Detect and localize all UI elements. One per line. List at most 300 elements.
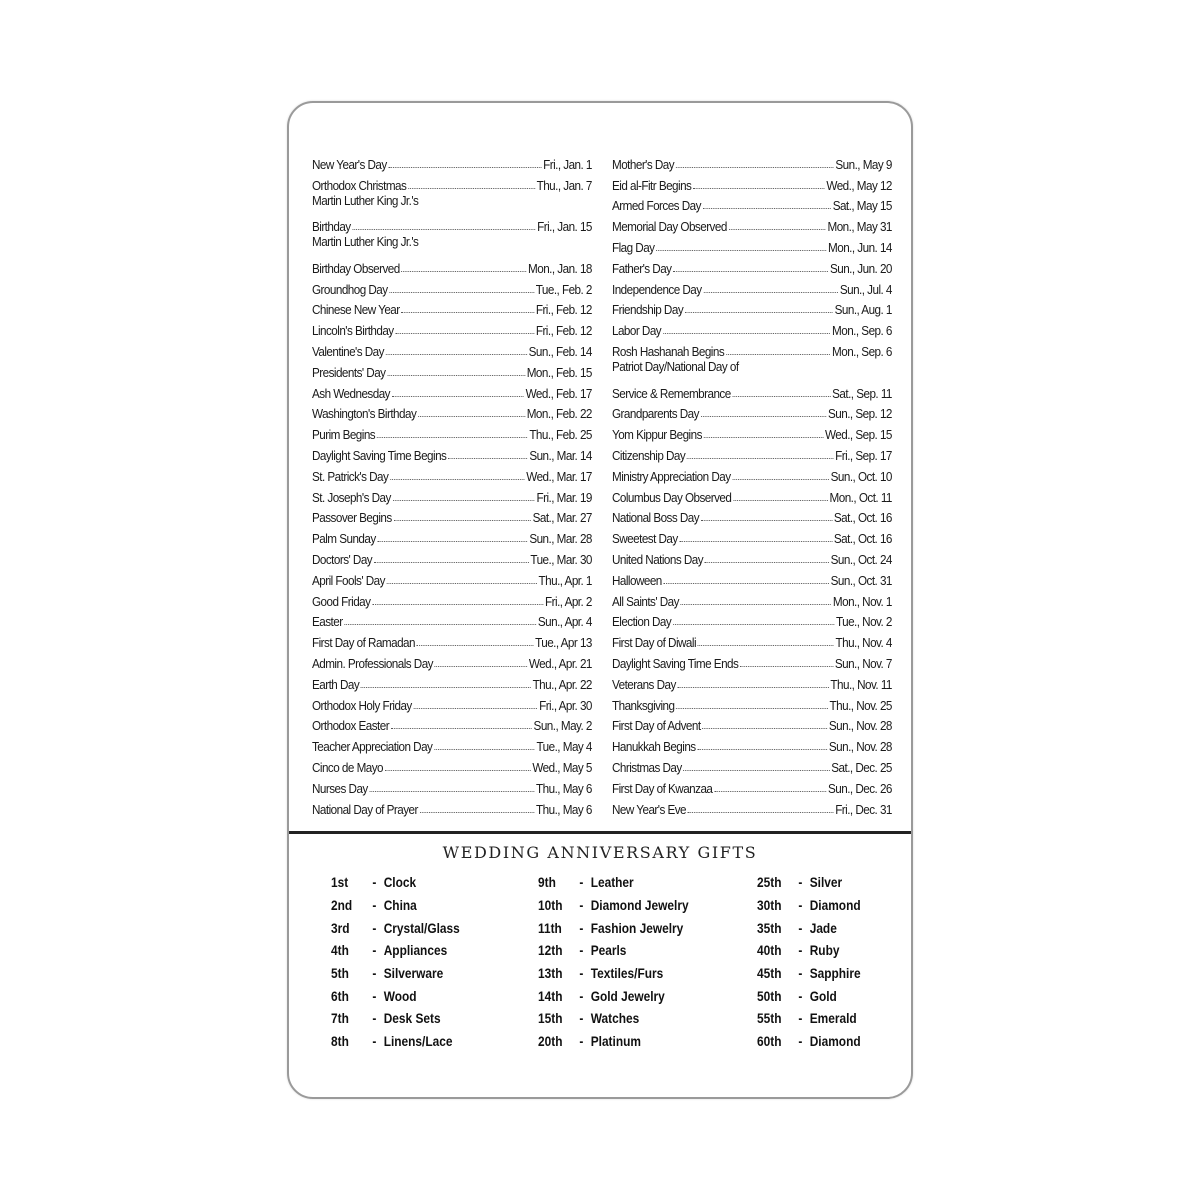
holiday-date: Sun., Nov. 28 — [828, 739, 892, 755]
anniversary-gift: Silverware — [383, 965, 444, 982]
holiday-date: Sun., Sep. 12 — [828, 406, 892, 422]
dot-leader — [729, 229, 826, 230]
holiday-name: St. Joseph's Day — [312, 489, 391, 505]
anniversary-year: 10th — [538, 897, 563, 914]
gift-dash: - — [798, 897, 803, 914]
anniversary-year: 55th — [757, 1010, 782, 1027]
holiday-row — [612, 484, 892, 505]
anniversary-year: 40th — [757, 942, 782, 959]
holiday-row — [612, 525, 892, 546]
dot-leader — [732, 479, 829, 480]
gift-dash: - — [798, 874, 803, 891]
holiday-name: Armed Forces Day — [612, 198, 701, 214]
holiday-date: Thu., Nov. 25 — [829, 697, 892, 713]
dot-leader — [394, 520, 531, 521]
holiday-date: Sun., Mar. 14 — [529, 447, 592, 463]
anniversary-gift: Watches — [590, 1010, 640, 1027]
holiday-name: Sweetest Day — [612, 531, 678, 547]
holiday-name: Martin Luther King Jr.'s — [312, 192, 419, 208]
holiday-name: Independence Day — [612, 281, 702, 297]
holiday-date: Fri., Dec. 31 — [835, 801, 892, 817]
gift-row — [538, 916, 689, 939]
holiday-date: Sun., May 9 — [835, 156, 892, 172]
dot-leader — [361, 687, 531, 688]
anniversary-gift: Gold Jewelry — [590, 987, 665, 1004]
holiday-row — [312, 255, 592, 276]
dot-leader — [701, 416, 826, 417]
holiday-card — [287, 101, 913, 1099]
dot-leader — [389, 292, 534, 293]
anniversary-year: 45th — [757, 965, 782, 982]
holiday-row — [612, 671, 892, 692]
anniversary-year: 5th — [331, 965, 349, 982]
holiday-name: Valentine's Day — [312, 343, 384, 359]
holiday-row — [612, 733, 892, 754]
gift-dash: - — [798, 965, 803, 982]
holiday-date: Sun., Aug. 1 — [834, 302, 892, 318]
holiday-date: Wed., May 5 — [532, 759, 592, 775]
holiday-row — [312, 380, 592, 401]
dot-leader — [390, 479, 524, 480]
holiday-name: Veterans Day — [612, 676, 676, 692]
holiday-row — [612, 213, 892, 234]
holiday-name: Doctors' Day — [312, 551, 373, 567]
anniversary-gift: Linens/Lace — [383, 1033, 453, 1050]
anniversary-year: 7th — [331, 1010, 349, 1027]
anniversary-gift: Appliances — [383, 942, 448, 959]
holiday-row — [612, 796, 892, 817]
gift-row — [331, 984, 460, 1007]
gift-dash: - — [372, 1010, 377, 1027]
dot-leader — [663, 333, 830, 334]
dot-leader — [656, 250, 826, 251]
gift-row — [331, 1030, 460, 1053]
holiday-name: Hanukkah Begins — [612, 739, 696, 755]
holiday-date: Fri., Jan. 1 — [543, 156, 592, 172]
dot-leader — [688, 812, 834, 813]
holiday-row — [612, 609, 892, 630]
anniversary-year: 3rd — [331, 919, 350, 936]
gift-dash: - — [579, 1033, 584, 1050]
holiday-row — [312, 692, 592, 713]
section-divider — [289, 831, 911, 834]
anniversary-year: 60th — [757, 1033, 782, 1050]
gift-dash: - — [372, 987, 377, 1004]
holiday-row — [312, 317, 592, 338]
holiday-date: Mon., Jan. 18 — [528, 260, 592, 276]
holiday-row — [612, 276, 892, 297]
holiday-date: Sun., Oct. 24 — [830, 551, 892, 567]
holiday-row — [612, 234, 892, 255]
holiday-row — [312, 463, 592, 484]
holiday-name: Yom Kippur Begins — [612, 427, 702, 443]
holiday-row — [612, 421, 892, 442]
dot-leader — [676, 708, 827, 709]
holiday-date: Mon., Feb. 22 — [526, 406, 592, 422]
holiday-name-cont: Birthday Observed — [312, 260, 400, 276]
holiday-date: Fri., Sep. 17 — [835, 447, 892, 463]
holiday-name: First Day of Advent — [612, 718, 701, 734]
anniversary-year: 11th — [538, 919, 562, 936]
holiday-name: Christmas Day — [612, 759, 682, 775]
holiday-row — [312, 297, 592, 318]
holiday-name-cont: Service & Remembrance — [612, 385, 731, 401]
dot-leader — [392, 396, 524, 397]
holiday-row — [612, 380, 892, 401]
dot-leader — [414, 708, 538, 709]
holiday-date: Sat., May 15 — [832, 198, 892, 214]
holiday-date: Mon., May 31 — [827, 219, 892, 235]
gift-dash: - — [372, 919, 377, 936]
gift-dash: - — [579, 874, 584, 891]
holiday-date: Sat., Sep. 11 — [832, 385, 892, 401]
dot-leader — [733, 396, 831, 397]
anniversary-gift: Diamond — [809, 1033, 861, 1050]
anniversary-year: 6th — [331, 987, 349, 1004]
holiday-date: Tue., Feb. 2 — [535, 281, 592, 297]
holiday-date: Mon., Oct. 11 — [829, 489, 892, 505]
holiday-name: Orthodox Easter — [312, 718, 390, 734]
holiday-date: Sun., Oct. 10 — [830, 468, 892, 484]
holiday-name: Washington's Birthday — [312, 406, 417, 422]
dot-leader — [448, 458, 527, 459]
holiday-row — [312, 484, 592, 505]
gift-row — [757, 916, 861, 939]
holiday-row — [612, 297, 892, 318]
holiday-row — [312, 172, 592, 193]
holiday-row — [612, 505, 892, 526]
anniversary-year: 15th — [538, 1010, 563, 1027]
dot-leader — [664, 583, 829, 584]
holiday-row — [612, 650, 892, 671]
anniversary-year: 20th — [538, 1033, 563, 1050]
dot-leader — [703, 292, 838, 293]
holiday-date: Mon., Sep. 6 — [832, 343, 892, 359]
dot-leader — [377, 541, 527, 542]
dot-leader — [701, 520, 832, 521]
holiday-date: Sun., Nov. 7 — [834, 655, 892, 671]
dot-leader — [370, 791, 535, 792]
holiday-date: Fri., Apr. 30 — [539, 697, 592, 713]
holiday-name: Rosh Hashanah Begins — [612, 343, 725, 359]
anniversary-gift: Fashion Jewelry — [590, 919, 684, 936]
holiday-name: Chinese New Year — [312, 302, 400, 318]
holiday-date: Mon., Jun. 14 — [828, 239, 892, 255]
holiday-date: Thu., Apr. 1 — [538, 572, 592, 588]
gift-dash: - — [579, 965, 584, 982]
holiday-row — [312, 588, 592, 609]
holiday-row — [612, 172, 892, 193]
holiday-row — [612, 713, 892, 734]
anniversary-gift: Platinum — [590, 1033, 641, 1050]
gift-dash: - — [372, 942, 377, 959]
holiday-name: April Fools' Day — [312, 572, 385, 588]
holiday-row — [312, 567, 592, 588]
gift-row — [538, 962, 689, 985]
dot-leader — [697, 749, 827, 750]
holiday-name: Flag Day — [612, 239, 655, 255]
gifts-title: WEDDING ANNIVERSARY GIFTS — [442, 843, 758, 862]
dot-leader — [393, 500, 535, 501]
holiday-row — [312, 505, 592, 526]
holiday-row — [312, 754, 592, 775]
gift-row — [757, 1007, 861, 1030]
holiday-name: Citizenship Day — [612, 447, 686, 463]
holiday-date: Mon., Nov. 1 — [832, 593, 892, 609]
holiday-name: Memorial Day Observed — [612, 219, 727, 235]
holiday-row-line1 — [612, 359, 892, 380]
holiday-row — [312, 151, 592, 172]
holiday-name: Patriot Day/National Day of — [612, 358, 739, 374]
gift-dash: - — [798, 942, 803, 959]
holiday-name: Earth Day — [312, 676, 360, 692]
gift-dash: - — [798, 1033, 803, 1050]
dot-leader — [687, 458, 833, 459]
gifts-column-1 — [331, 871, 483, 1053]
holiday-name: National Boss Day — [612, 510, 700, 526]
holiday-name: First Day of Ramadan — [312, 635, 415, 651]
holiday-name: First Day of Diwali — [612, 635, 697, 651]
holiday-date: Fri., Feb. 12 — [535, 323, 592, 339]
dot-leader — [683, 770, 829, 771]
holiday-row — [312, 546, 592, 567]
holiday-name: Labor Day — [612, 323, 662, 339]
anniversary-gift: Pearls — [590, 942, 627, 959]
holiday-row — [312, 276, 592, 297]
holiday-row-line1 — [312, 193, 592, 214]
holiday-name: Palm Sunday — [312, 531, 376, 547]
dot-leader — [680, 541, 833, 542]
holiday-row — [612, 692, 892, 713]
holiday-name-cont: Birthday — [312, 219, 351, 235]
dot-leader — [418, 416, 525, 417]
dot-leader — [673, 271, 828, 272]
holiday-list — [312, 151, 892, 831]
gift-row — [757, 939, 861, 962]
holiday-name: Passover Begins — [312, 510, 392, 526]
holiday-row — [312, 775, 592, 796]
holiday-row — [312, 650, 592, 671]
holiday-name: Election Day — [612, 614, 672, 630]
gift-dash: - — [372, 897, 377, 914]
dot-leader — [417, 645, 533, 646]
holiday-row — [612, 317, 892, 338]
dot-leader — [395, 333, 534, 334]
holiday-row — [312, 525, 592, 546]
holiday-row — [312, 359, 592, 380]
gift-dash: - — [579, 942, 584, 959]
holiday-name: Groundhog Day — [312, 281, 388, 297]
gift-row — [757, 871, 861, 894]
dot-leader — [685, 312, 833, 313]
holiday-name: Lincoln's Birthday — [312, 323, 394, 339]
dot-leader — [705, 562, 829, 563]
holiday-date: Wed., Feb. 17 — [525, 385, 592, 401]
holiday-row — [312, 401, 592, 422]
holiday-name: Purim Begins — [312, 427, 376, 443]
anniversary-gift: Emerald — [809, 1010, 857, 1027]
holiday-date: Tue., Nov. 2 — [835, 614, 892, 630]
dot-leader — [733, 500, 828, 501]
gift-row — [331, 962, 460, 985]
anniversary-gift: Desk Sets — [383, 1010, 441, 1027]
holiday-row — [612, 588, 892, 609]
holiday-name: Thanksgiving — [612, 697, 675, 713]
dot-leader — [377, 437, 528, 438]
holiday-name: Orthodox Holy Friday — [312, 697, 412, 713]
holiday-column-right — [612, 151, 892, 817]
holiday-name: First Day of Kwanzaa — [612, 780, 713, 796]
holiday-name: Martin Luther King Jr.'s — [312, 234, 419, 250]
holiday-date: Thu., Nov. 11 — [830, 676, 892, 692]
dot-leader — [401, 312, 534, 313]
anniversary-year: 14th — [538, 987, 563, 1004]
anniversary-year: 9th — [538, 874, 556, 891]
anniversary-gift: Clock — [383, 874, 417, 891]
holiday-row — [612, 401, 892, 422]
gift-row — [331, 916, 460, 939]
holiday-date: Thu., Feb. 25 — [529, 427, 592, 443]
holiday-date: Sat., Oct. 16 — [833, 531, 892, 547]
gift-row — [538, 939, 689, 962]
holiday-name: Eid al-Fitr Begins — [612, 177, 692, 193]
holiday-name: National Day of Prayer — [312, 801, 418, 817]
dot-leader — [352, 229, 535, 230]
gift-dash: - — [372, 874, 377, 891]
holiday-date: Thu., Nov. 4 — [835, 635, 892, 651]
holiday-row — [312, 442, 592, 463]
holiday-row — [312, 796, 592, 817]
anniversary-year: 50th — [757, 987, 782, 1004]
anniversary-gift: Silver — [809, 874, 843, 891]
holiday-row — [312, 609, 592, 630]
gift-row — [757, 894, 861, 917]
holiday-row — [612, 463, 892, 484]
holiday-date: Fri., Apr. 2 — [545, 593, 592, 609]
gift-dash: - — [579, 987, 584, 1004]
anniversary-year: 35th — [757, 919, 782, 936]
holiday-name: Orthodox Christmas — [312, 177, 407, 193]
gift-dash: - — [798, 919, 803, 936]
anniversary-gift: Ruby — [809, 942, 840, 959]
dot-leader — [714, 791, 826, 792]
gift-dash: - — [579, 897, 584, 914]
holiday-date: Wed., Mar. 17 — [526, 468, 592, 484]
anniversary-year: 4th — [331, 942, 349, 959]
holiday-name: Grandparents Day — [612, 406, 699, 422]
gift-row — [331, 894, 460, 917]
anniversary-gift: Diamond Jewelry — [590, 897, 689, 914]
anniversary-gift: Jade — [809, 919, 837, 936]
holiday-date: Thu., Jan. 7 — [536, 177, 592, 193]
gift-row — [538, 1030, 689, 1053]
holiday-date: Sun., Mar. 28 — [529, 531, 592, 547]
gift-row — [757, 984, 861, 1007]
dot-leader — [420, 812, 535, 813]
holiday-row — [612, 193, 892, 214]
dot-leader — [673, 624, 834, 625]
holiday-name: Cinco de Mayo — [312, 759, 384, 775]
holiday-date: Tue., May 4 — [536, 739, 592, 755]
dot-leader — [344, 624, 536, 625]
holiday-row — [612, 775, 892, 796]
dot-leader — [387, 583, 537, 584]
holiday-date: Wed., Sep. 15 — [824, 427, 892, 443]
holiday-name: Halloween — [612, 572, 662, 588]
holiday-row — [312, 629, 592, 650]
dot-leader — [693, 188, 824, 189]
holiday-row — [612, 442, 892, 463]
gift-row — [538, 1007, 689, 1030]
gift-row — [538, 984, 689, 1007]
gift-row — [331, 939, 460, 962]
holiday-row-line1 — [312, 234, 592, 255]
holiday-name: Daylight Saving Time Ends — [612, 655, 739, 671]
holiday-name: St. Patrick's Day — [312, 468, 389, 484]
holiday-row — [312, 421, 592, 442]
holiday-row — [312, 671, 592, 692]
holiday-name: Father's Day — [612, 260, 672, 276]
holiday-name: Teacher Appreciation Day — [312, 739, 433, 755]
dot-leader — [385, 770, 531, 771]
holiday-name: Nurses Day — [312, 780, 368, 796]
dot-leader — [703, 208, 831, 209]
anniversary-gift: Sapphire — [809, 965, 861, 982]
holiday-name: New Year's Eve — [612, 801, 687, 817]
holiday-name: Presidents' Day — [312, 364, 386, 380]
holiday-date: Thu., May 6 — [536, 780, 592, 796]
gifts-column-2 — [538, 871, 715, 1053]
dot-leader — [387, 375, 525, 376]
holiday-name: Ash Wednesday — [312, 385, 390, 401]
anniversary-gift: Crystal/Glass — [383, 919, 460, 936]
dot-leader — [408, 188, 535, 189]
gift-row — [757, 1030, 861, 1053]
gift-dash: - — [579, 919, 584, 936]
dot-leader — [678, 687, 829, 688]
holiday-date: Sat., Mar. 27 — [532, 510, 592, 526]
anniversary-year: 1st — [331, 874, 349, 891]
gift-dash: - — [372, 965, 377, 982]
holiday-row — [312, 338, 592, 359]
holiday-date: Sun., Jul. 4 — [839, 281, 892, 297]
dot-leader — [372, 604, 543, 605]
anniversary-gift: Wood — [383, 987, 417, 1004]
anniversary-year: 13th — [538, 965, 563, 982]
holiday-name: Friendship Day — [612, 302, 684, 318]
gift-dash: - — [798, 987, 803, 1004]
anniversary-gift: Diamond — [809, 897, 861, 914]
gift-row — [331, 1007, 460, 1030]
holiday-date: Thu., Apr. 22 — [532, 676, 592, 692]
anniversary-year: 2nd — [331, 897, 353, 914]
holiday-row — [312, 213, 592, 234]
anniversary-year: 25th — [757, 874, 782, 891]
holiday-name: New Year's Day — [312, 156, 387, 172]
anniversary-gift: Gold — [809, 987, 837, 1004]
holiday-date: Sat., Dec. 25 — [831, 759, 892, 775]
holiday-row — [612, 629, 892, 650]
holiday-date: Tue., Mar. 30 — [530, 551, 592, 567]
holiday-date: Sun., Apr. 4 — [537, 614, 592, 630]
anniversary-year: 12th — [538, 942, 563, 959]
dot-leader — [726, 354, 830, 355]
gift-row — [538, 871, 689, 894]
holiday-name: Ministry Appreciation Day — [612, 468, 731, 484]
holiday-row — [612, 754, 892, 775]
dot-leader — [388, 167, 541, 168]
holiday-date: Sun., Jun. 20 — [829, 260, 892, 276]
